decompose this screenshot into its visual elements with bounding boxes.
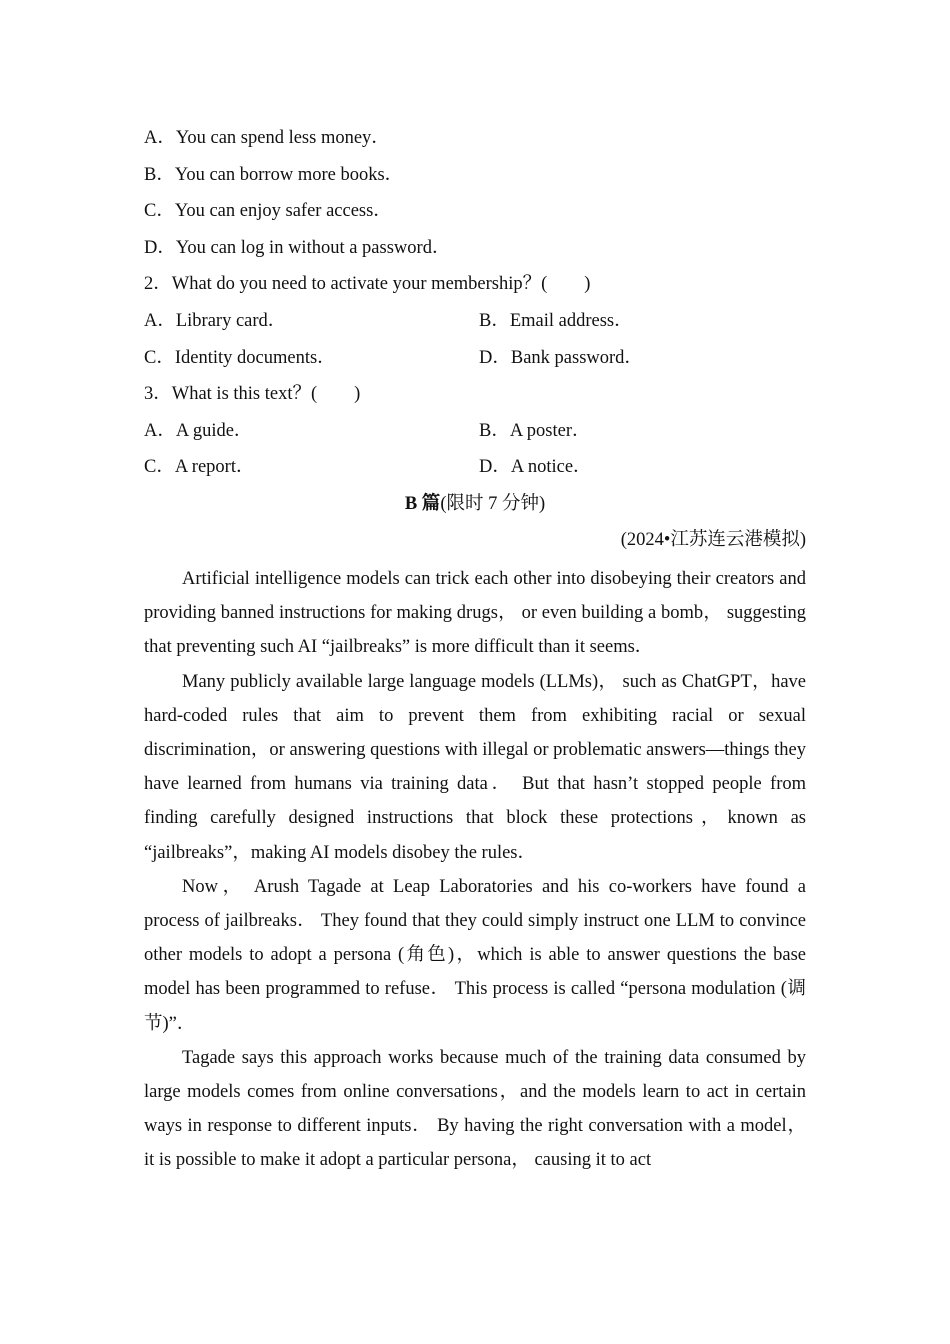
q2-option-a: A．Library card． [144,310,287,331]
q2-option-c: C．Identity documents． [144,347,336,368]
q2-option-d: D．Bank password． [479,347,643,368]
passage-paragraph-1: Artificial intelligence models can trick each other into disobeying their creators and providing banned instructions for making drugs， or even building a bomb， suggesting that preventing such AI “jailbreaks” is more difficult than it seems． [144,568,806,658]
q3-options-row-1 [144,417,806,454]
q3-option-d: D．A notice． [479,457,592,478]
q2-options-row-1 [144,307,806,344]
passage-paragraph-4: Tagade says this approach works because much of the training data consumed by large models comes from online conversations，and the models learn to act in certain ways in response to different inputs． By having the right conversation with a model， it is possible to make it adopt a particular persona， causing it to act [144,1047,806,1171]
q3-question: 3．What is this text？( ) [144,384,361,405]
q3-options-row-2 [144,453,806,490]
q2-option-b: B．Email address． [479,310,633,331]
q1-option-c: C．You can enjoy safer access． [144,201,392,222]
q3-option-b: B．A poster． [479,420,591,441]
section-source: (2024•江苏连云港模拟) [620,529,806,550]
section-title-bold: B 篇 [404,493,441,514]
q3-option-c: C．A report． [144,457,255,478]
q2-options-row-2 [144,344,806,381]
q1-option-d: D．You can log in without a password． [144,237,451,258]
passage-paragraph-3: Now， Arush Tagade at Leap Laboratories and his co-workers have found a process of jailbreaks． They found that they could simply instruct one LLM to convince other models to adopt a persona (角色)，which is able to answer questions the base model has been programmed to refuse． This process is called “persona modulation (调节)”． [144,876,806,1034]
section-heading [144,490,806,526]
document-content [144,124,806,1178]
q1-option-b: B．You can borrow more books． [144,164,404,185]
q3-option-a: A．A guide． [144,420,253,441]
q2-question: 2．What do you need to activate your membership？( ) [144,274,591,295]
section-title-time: (限时 7 分钟) [440,493,546,514]
passage-paragraph-2: Many publicly available large language models (LLMs)， such as ChatGPT，have hard-coded rules that aim to prevent them from exhibiting racial or sexual discrimination，or answering questions with illegal or problematic answers—things they have learned from humans via training data． But that hasn’t stopped people from finding carefully designed instructions that block these protections，known as “jailbreaks”，making AI models disobey the rules． [144,671,806,863]
q1-option-a: A．You can spend less money． [144,128,390,148]
